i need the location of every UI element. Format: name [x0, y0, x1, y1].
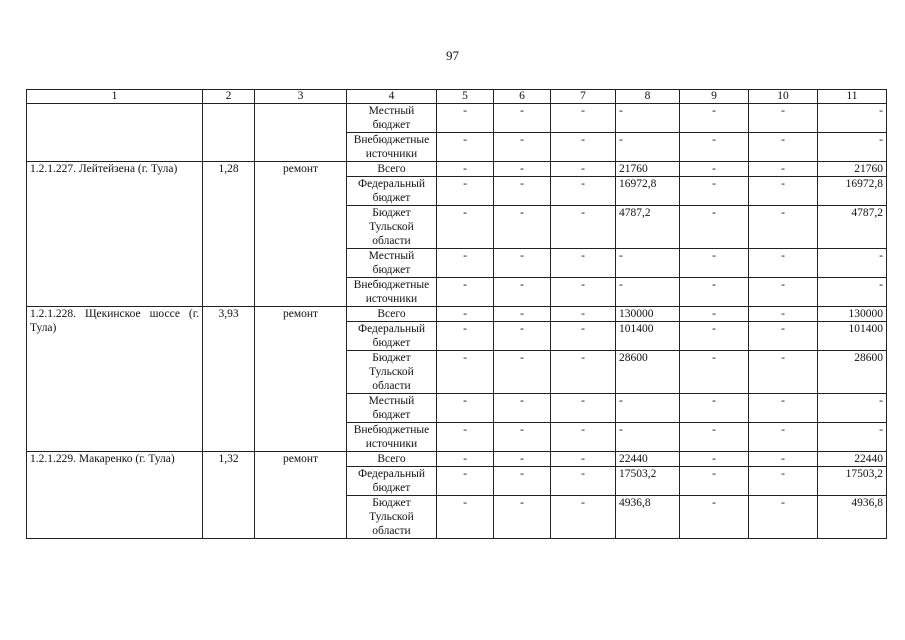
- value-cell-c6: -: [494, 351, 551, 394]
- value-cell-c5: -: [437, 452, 494, 467]
- value-cell-c8: 21760: [616, 162, 680, 177]
- value-cell-c9: -: [680, 162, 749, 177]
- value-cell-c6: -: [494, 133, 551, 162]
- value-cell-c5: -: [437, 423, 494, 452]
- funding-source-cell: Внебюджетные источники: [347, 133, 437, 162]
- value-cell-c6: -: [494, 104, 551, 133]
- value-cell-c10: -: [749, 104, 818, 133]
- value-cell-c7: -: [551, 133, 616, 162]
- funding-source-cell: Местный бюджет: [347, 394, 437, 423]
- value-cell-c10: -: [749, 206, 818, 249]
- funding-source-cell: Федеральный бюджет: [347, 467, 437, 496]
- object-name: 1.2.1.228. Щекинское шоссе (г. Тула): [30, 308, 199, 334]
- work-type-cell: ремонт: [255, 452, 347, 539]
- column-header: 1: [27, 90, 203, 104]
- column-header: 2: [203, 90, 255, 104]
- value-cell-c7: -: [551, 351, 616, 394]
- value-cell-c8: 4787,2: [616, 206, 680, 249]
- funding-source-cell: Всего: [347, 452, 437, 467]
- work-type-cell: ремонт: [255, 307, 347, 452]
- value-cell-c11: 28600: [818, 351, 887, 394]
- value-cell-c5: -: [437, 278, 494, 307]
- funding-source-cell: Местный бюджет: [347, 104, 437, 133]
- value-cell-c7: -: [551, 452, 616, 467]
- value-cell-c10: -: [749, 394, 818, 423]
- object-name: 1.2.1.229. Макаренко (г. Тула): [30, 453, 175, 465]
- object-name: 1.2.1.227. Лейтейзена (г. Тула): [30, 163, 178, 175]
- value-cell-c7: -: [551, 394, 616, 423]
- value-cell-c8: -: [616, 278, 680, 307]
- value-cell-c11: -: [818, 278, 887, 307]
- value-cell-c8: 28600: [616, 351, 680, 394]
- value-cell-c7: -: [551, 307, 616, 322]
- value-cell-c11: -: [818, 394, 887, 423]
- value-cell-c6: -: [494, 423, 551, 452]
- funding-source-cell: Федеральный бюджет: [347, 322, 437, 351]
- column-header: 10: [749, 90, 818, 104]
- value-cell-c10: -: [749, 452, 818, 467]
- value-cell-c5: -: [437, 162, 494, 177]
- value-cell-c10: -: [749, 162, 818, 177]
- value-cell-c9: -: [680, 206, 749, 249]
- value-cell-c10: -: [749, 467, 818, 496]
- value-cell-c5: -: [437, 351, 494, 394]
- column-header: 6: [494, 90, 551, 104]
- object-name-cell: [27, 104, 203, 162]
- value-cell-c6: -: [494, 177, 551, 206]
- value-cell-c11: 17503,2: [818, 467, 887, 496]
- value-cell-c8: 101400: [616, 322, 680, 351]
- table-body: [27, 104, 887, 539]
- value-cell-c9: -: [680, 307, 749, 322]
- funding-source-cell: Федеральный бюджет: [347, 177, 437, 206]
- value-cell-c10: -: [749, 351, 818, 394]
- table-row: [27, 104, 887, 133]
- value-cell-c8: 17503,2: [616, 467, 680, 496]
- value-cell-c7: -: [551, 177, 616, 206]
- value-cell-c10: -: [749, 177, 818, 206]
- value-cell-c9: -: [680, 322, 749, 351]
- column-header: 7: [551, 90, 616, 104]
- value-cell-c9: -: [680, 423, 749, 452]
- table-row: [27, 452, 887, 467]
- funding-source-cell: Бюджет Тульской области: [347, 206, 437, 249]
- value-cell-c9: -: [680, 177, 749, 206]
- value-cell-c8: -: [616, 249, 680, 278]
- funding-source-cell: Всего: [347, 307, 437, 322]
- value-cell-c6: -: [494, 278, 551, 307]
- value-cell-c6: -: [494, 162, 551, 177]
- value-cell-c6: -: [494, 496, 551, 539]
- value-cell-c7: -: [551, 249, 616, 278]
- value-cell-c8: -: [616, 394, 680, 423]
- work-type-cell: [255, 104, 347, 162]
- object-name-cell: [27, 162, 203, 307]
- value-cell-c11: -: [818, 133, 887, 162]
- budget-table: [26, 89, 887, 539]
- value-cell-c10: -: [749, 307, 818, 322]
- value-cell-c9: -: [680, 452, 749, 467]
- value-cell-c7: -: [551, 423, 616, 452]
- value-cell-c9: -: [680, 104, 749, 133]
- value-cell-c5: -: [437, 249, 494, 278]
- value-cell-c6: -: [494, 249, 551, 278]
- table-row: [27, 307, 887, 322]
- value-cell-c8: 16972,8: [616, 177, 680, 206]
- value-cell-c9: -: [680, 278, 749, 307]
- value-cell-c7: -: [551, 162, 616, 177]
- value-cell-c6: -: [494, 452, 551, 467]
- value-cell-c5: -: [437, 467, 494, 496]
- value-cell-c11: 21760: [818, 162, 887, 177]
- value-cell-c11: 4936,8: [818, 496, 887, 539]
- value-cell-c10: -: [749, 322, 818, 351]
- value-cell-c7: -: [551, 206, 616, 249]
- length-cell: 1,28: [203, 162, 255, 307]
- value-cell-c11: 130000: [818, 307, 887, 322]
- column-header: 4: [347, 90, 437, 104]
- length-cell: [203, 104, 255, 162]
- value-cell-c8: 4936,8: [616, 496, 680, 539]
- value-cell-c9: -: [680, 394, 749, 423]
- value-cell-c5: -: [437, 104, 494, 133]
- value-cell-c5: -: [437, 307, 494, 322]
- column-header: 9: [680, 90, 749, 104]
- value-cell-c11: -: [818, 104, 887, 133]
- value-cell-c5: -: [437, 133, 494, 162]
- work-type-cell: ремонт: [255, 162, 347, 307]
- value-cell-c8: -: [616, 423, 680, 452]
- value-cell-c11: 4787,2: [818, 206, 887, 249]
- page-number: 97: [446, 48, 459, 63]
- value-cell-c10: -: [749, 496, 818, 539]
- funding-source-cell: Внебюджетные источники: [347, 423, 437, 452]
- value-cell-c6: -: [494, 394, 551, 423]
- value-cell-c7: -: [551, 278, 616, 307]
- value-cell-c9: -: [680, 249, 749, 278]
- value-cell-c7: -: [551, 467, 616, 496]
- value-cell-c6: -: [494, 206, 551, 249]
- value-cell-c10: -: [749, 423, 818, 452]
- table-row: [27, 162, 887, 177]
- value-cell-c6: -: [494, 322, 551, 351]
- column-header: 3: [255, 90, 347, 104]
- value-cell-c7: -: [551, 322, 616, 351]
- value-cell-c5: -: [437, 206, 494, 249]
- value-cell-c10: -: [749, 249, 818, 278]
- funding-source-cell: Всего: [347, 162, 437, 177]
- object-name-cell: [27, 307, 203, 452]
- value-cell-c8: 130000: [616, 307, 680, 322]
- header-row: [27, 90, 887, 104]
- value-cell-c10: -: [749, 278, 818, 307]
- value-cell-c6: -: [494, 467, 551, 496]
- value-cell-c8: 22440: [616, 452, 680, 467]
- length-cell: 1,32: [203, 452, 255, 539]
- funding-source-cell: Бюджет Тульской области: [347, 351, 437, 394]
- funding-source-cell: Внебюджетные источники: [347, 278, 437, 307]
- value-cell-c11: 101400: [818, 322, 887, 351]
- column-header: 5: [437, 90, 494, 104]
- value-cell-c7: -: [551, 104, 616, 133]
- value-cell-c5: -: [437, 322, 494, 351]
- value-cell-c9: -: [680, 351, 749, 394]
- value-cell-c8: -: [616, 104, 680, 133]
- value-cell-c5: -: [437, 394, 494, 423]
- value-cell-c5: -: [437, 496, 494, 539]
- value-cell-c5: -: [437, 177, 494, 206]
- value-cell-c11: -: [818, 423, 887, 452]
- value-cell-c9: -: [680, 496, 749, 539]
- value-cell-c6: -: [494, 307, 551, 322]
- column-header: 8: [616, 90, 680, 104]
- value-cell-c9: -: [680, 467, 749, 496]
- value-cell-c11: 22440: [818, 452, 887, 467]
- value-cell-c10: -: [749, 133, 818, 162]
- value-cell-c11: 16972,8: [818, 177, 887, 206]
- object-name-cell: [27, 452, 203, 539]
- value-cell-c11: -: [818, 249, 887, 278]
- column-header: 11: [818, 90, 887, 104]
- value-cell-c9: -: [680, 133, 749, 162]
- funding-source-cell: Местный бюджет: [347, 249, 437, 278]
- value-cell-c8: -: [616, 133, 680, 162]
- funding-source-cell: Бюджет Тульской области: [347, 496, 437, 539]
- value-cell-c7: -: [551, 496, 616, 539]
- length-cell: 3,93: [203, 307, 255, 452]
